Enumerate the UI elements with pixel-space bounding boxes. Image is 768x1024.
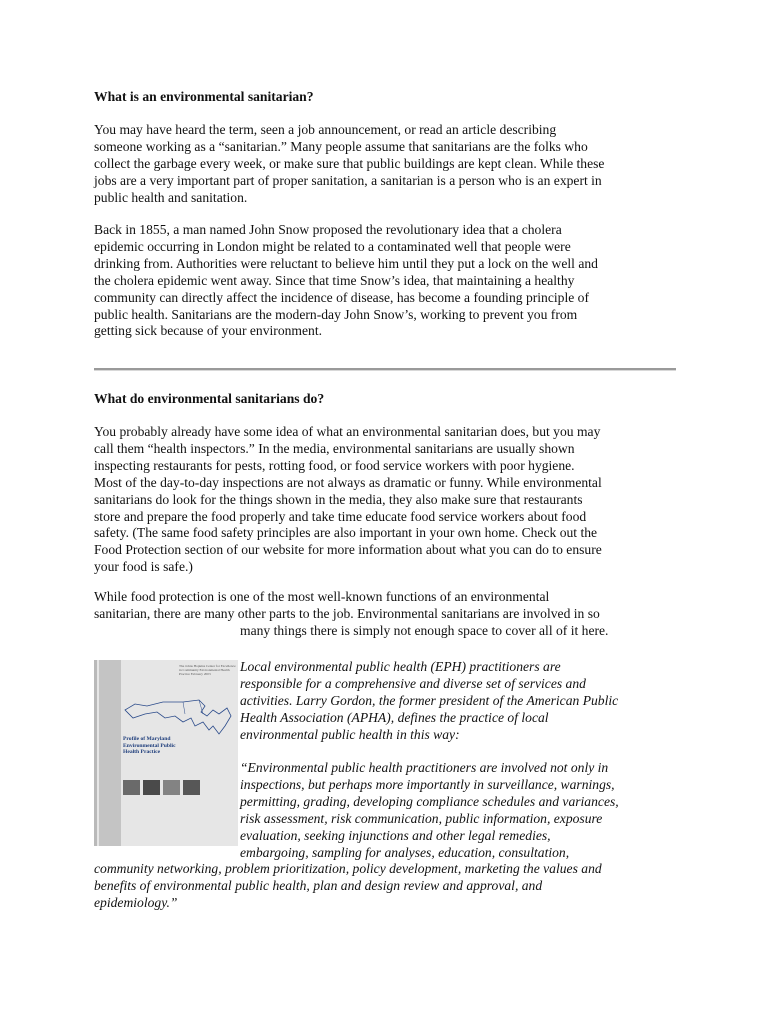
text-line: store and prepare the food properly and take time educate food service workers about food xyxy=(94,508,587,524)
paragraph-food-protection xyxy=(94,589,676,640)
report-cover-image xyxy=(94,660,238,846)
section-heading-what-is: What is an environmental sanitarian? xyxy=(94,89,314,104)
text-line: safety. (The same food safety principles are also important in your own home. Check out the xyxy=(94,525,598,541)
cover-photo xyxy=(143,780,160,795)
quote-body xyxy=(240,760,680,861)
text-line: community can directly affect the incidence of disease, has become a founding principle of xyxy=(94,289,589,305)
text-line: someone working as a “sanitarian.” Many people assume that sanitarians are the folks who xyxy=(94,138,588,154)
text-line: Most of the day-to-day inspections are not always as dramatic or funny. While environmental xyxy=(94,474,602,490)
text-line: community networking, problem prioritization, policy development, marketing the values and xyxy=(94,861,602,876)
text-line: drinking from. Authorities were reluctant to believe him until they put a lock on the well and xyxy=(94,255,598,271)
text-line: inspecting restaurants for pests, rotting food, or food service workers with poor hygiene. xyxy=(94,457,575,473)
text-line: the cholera epidemic went away. Since that time Snow’s idea, that maintaining a healthy xyxy=(94,272,575,288)
text-line: epidemic occurring in London might be related to a contaminated well that people were xyxy=(94,238,571,254)
text-line: permitting, grading, developing compliance schedules and variances, xyxy=(240,793,619,809)
text-line: jobs are a very important part of proper sanitation, a sanitarian is a person who is an expert in xyxy=(94,172,602,188)
text-line: Food Protection section of our website for more information about what you can do to ensure xyxy=(94,542,602,558)
text-line: “Environmental public health practitioners are involved not only in xyxy=(240,760,609,775)
quote-tail xyxy=(94,861,684,912)
text-line: environmental public health in this way: xyxy=(240,726,460,742)
text-line: While food protection is one of the most well-known functions of an environmental xyxy=(94,589,550,604)
text-line: Back in 1855, a man named John Snow proposed the revolutionary idea that a cholera xyxy=(94,222,562,237)
text-line: epidemiology.” xyxy=(94,894,178,910)
cover-photo xyxy=(163,780,180,795)
text-line: getting sick because of your environment. xyxy=(94,323,323,339)
text-line: collect the garbage every week, or make sure that public buildings are kept clean. While these xyxy=(94,155,605,171)
horizontal-divider xyxy=(94,368,676,371)
text-line: sanitarians do look for the things shown in the media, they also make sure that restaurants xyxy=(94,491,583,507)
quote-intro xyxy=(240,659,680,744)
text-line: public health. Sanitarians are the modern-day John Snow’s, working to prevent you from xyxy=(94,306,578,322)
paragraph-intro xyxy=(94,122,676,207)
text-line: call them “health inspectors.” In the media, environmental sanitarians are usually shown xyxy=(94,440,575,456)
text-line: You probably already have some idea of what an environmental sanitarian does, but you may xyxy=(94,424,601,439)
section-heading-what-do: What do environmental sanitarians do? xyxy=(94,391,325,406)
cover-photo xyxy=(123,780,140,795)
text-line: many things there is simply not enough space to cover all of it here. xyxy=(240,622,609,638)
text-line: public health and sanitation. xyxy=(94,189,248,205)
cover-photo-strip xyxy=(123,780,203,800)
text-line: You may have heard the term, seen a job announcement, or read an article describing xyxy=(94,122,557,137)
text-line: sanitarian, there are many other parts to the job. Environmental sanitarians are involved in so xyxy=(94,605,600,621)
text-line: Local environmental public health (EPH) practitioners are xyxy=(240,659,561,674)
text-line: benefits of environmental public health, plan and design review and approval, and xyxy=(94,877,543,893)
text-line: evaluation, seeking injunctions and other legal remedies, xyxy=(240,827,551,843)
cover-stripe xyxy=(99,660,121,846)
text-line: responsible for a comprehensive and diverse set of services and xyxy=(240,675,586,691)
text-line: Health Association (APHA), defines the practice of local xyxy=(240,709,549,725)
text-line: your food is safe.) xyxy=(94,559,193,575)
text-line: risk assessment, risk communication, public information, exposure xyxy=(240,810,603,826)
text-line: activities. Larry Gordon, the former president of the American Public xyxy=(240,692,619,708)
paragraph-health-inspectors xyxy=(94,424,676,576)
paragraph-john-snow xyxy=(94,222,676,340)
maryland-map-icon xyxy=(123,696,235,736)
text-line: inspections, but perhaps more importantly in surveillance, warnings, xyxy=(240,776,615,792)
cover-title: Profile of Maryland Environmental Public Health Practice xyxy=(123,736,176,756)
cover-photo xyxy=(183,780,200,795)
text-line: embargoing, sampling for analyses, education, consultation, xyxy=(240,844,570,860)
cover-publisher-text: The Johns Hopkins Center for Excellence in Community Environmental Health Practice February 2003 xyxy=(179,664,236,677)
